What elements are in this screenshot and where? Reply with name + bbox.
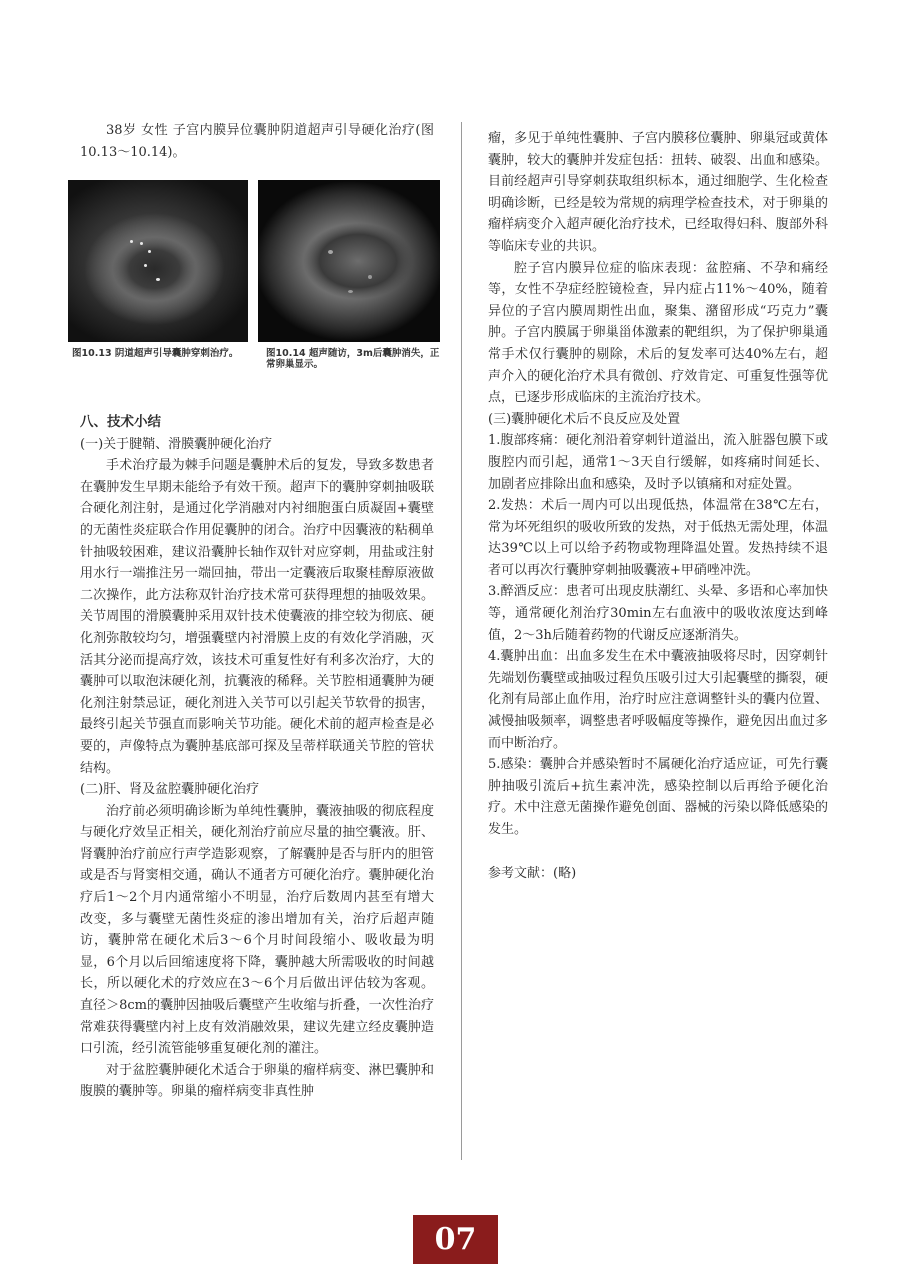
subsection-title-2: (二)肝、肾及盆腔囊肿硬化治疗 xyxy=(80,782,260,798)
paragraph: 对于盆腔囊肿硬化术适合于卵巢的瘤样病变、淋巴囊肿和腹膜的囊肿等。卵巢的瘤样病变非真性肿 xyxy=(80,1062,434,1100)
left-column-body xyxy=(80,412,434,1103)
list-item: 4.囊肿出血：出血多发生在术中囊液抽吸将尽时，因穿刺针先端划伤囊壁或抽吸过程负压吸引过大引起囊壁的撕裂，硬化剂有局部止血作用，治疗时应注意调整针头的囊内位置、减慢抽吸频率，调整患者呼吸幅度等操作，避免因出血过多而中断治疗。 xyxy=(488,649,828,751)
intro-paragraph: 38岁 女性 子宫内膜异位囊肿阴道超声引导硬化治疗(图10.13～10.14)。 xyxy=(80,123,434,160)
subsection-title-1: (一)关于腱鞘、滑膜囊肿硬化治疗 xyxy=(80,436,273,452)
paragraph: 瘤，多见于单纯性囊肿、子宫内膜移位囊肿、卵巢冠或黄体囊肿，较大的囊肿并发症包括：扭转、破裂、出血和感染。目前经超声引导穿刺获取组织标本，通过细胞学、生化检查明确诊断，已经是较为常规的病理学检查技术，对于卵巢的瘤样病变介入超声硬化治疗技术，已经取得妇科、腹部外科等临床专业的共识。 xyxy=(488,131,828,254)
ultrasound-image-2 xyxy=(258,180,440,342)
subsection-title-3: (三)囊肿硬化术后不良反应及处置 xyxy=(488,411,681,427)
figure-row xyxy=(68,180,440,380)
paragraph: 手术治疗最为棘手问题是囊肿术后的复发，导致多数患者在囊肿发生早期未能给予有效干预。超声下的囊肿穿刺抽吸联合硬化剂注射，是通过化学消融对内衬细胞蛋白质凝固+囊壁的无菌性炎症联合作用促囊肿的闭合。治疗中因囊液的粘稠单针抽吸较困难，建议沿囊肿长轴作双针对应穿刺，用盐或注射用水行一端推注另一端回抽，带出一定囊液后取聚桂醇原液做二次操作，此方法称双针治疗技术常可获得理想的抽吸效果。关节周围的滑膜囊肿采用双针技术使囊液的排空较为彻底、硬化剂弥散较均匀，增强囊壁内衬滑膜上皮的有效化学消融，灭活其分泌而提高疗效，该技术可重复性好有利多次治疗，大的囊肿可以取泡沫硬化剂，抗囊液的稀释。关节腔相通囊肿为硬化剂注射禁忌证，硬化剂进入关节可以引起关节软骨的损害，最终引起关节强直而影响关节功能。硬化术前的超声检查是必要的，声像特点为囊肿基底部可探及呈蒂样联通关节腔的管状结构。 xyxy=(80,458,434,776)
list-item: 3.醉酒反应：患者可出现皮肤潮红、头晕、多语和心率加快等，通常硬化剂治疗30min左右血液中的吸收浓度达到峰值，2～3h后随着药物的代谢反应逐渐消失。 xyxy=(488,584,828,643)
figure-caption-1: 图10.13 阴道超声引导囊肿穿刺治疗。 xyxy=(72,348,239,359)
references: 参考文献：(略) xyxy=(488,865,577,881)
right-column xyxy=(488,128,828,884)
paragraph: 腔子宫内膜异位症的临床表现：盆腔痛、不孕和痛经等，女性不孕症经腔镜检查，异内症占11%～40%，随着异位的子宫内膜周期性出血，聚集、潴留形成“巧克力”囊肿。子宫内膜属于卵巢甾体激素的靶组织，为了保护卵巢通常手术仅行囊肿的剔除，术后的复发率可达40%左右，超声介入的硬化治疗术具有微创、疗效肯定、可重复性强等优点，已逐步形成临床的主流治疗技术。 xyxy=(488,260,828,406)
list-item: 5.感染：囊肿合并感染暂时不属硬化治疗适应证，可先行囊肿抽吸引流后+抗生素冲洗，感染控制以后再给予硬化治疗。术中注意无菌操作避免创面、器械的污染以降低感染的发生。 xyxy=(488,757,828,837)
list-item: 1.腹部疼痛：硬化剂沿着穿刺针道溢出，流入脏器包膜下或腹腔内而引起，通常1～3天自行缓解，如疼痛时间延长、加剧者应排除出血和感染，及时予以镇痛和对症处置。 xyxy=(488,433,828,492)
column-divider xyxy=(461,122,462,1160)
paragraph: 治疗前必须明确诊断为单纯性囊肿，囊液抽吸的彻底程度与硬化疗效呈正相关，硬化剂治疗前应尽量的抽空囊液。肝、肾囊肿治疗前应行声学造影观察，了解囊肿是否与肝内的胆管或是否与肾窦相交通，确认不通者方可硬化治疗。囊肿硬化治疗后1～2个月内通常缩小不明显，治疗后数周内甚至有增大改变，多与囊壁无菌性炎症的渗出增加有关，治疗后超声随访，囊肿常在硬化术后3～6个月时间段缩小、吸收最为明显，6个月以后回缩速度将下降，囊肿越大所需吸收的时间越长，所以硬化术的疗效应在3～6个月后做出评估较为客观。直径＞8cm的囊肿因抽吸后囊壁产生收缩与折叠，一次性治疗常难获得囊壁内衬上皮有效消融效果，建议先建立经皮囊肿造口引流，经引流管能够重复硬化剂的灌注。 xyxy=(80,803,434,1057)
figure-caption-2: 图10.14 超声随访，3m后囊肿消失，正常卵巢显示。 xyxy=(266,348,440,370)
section-heading: 八、技术小结 xyxy=(80,414,161,430)
list-item: 2.发热：术后一周内可以出现低热，体温常在38℃左右，常为坏死组织的吸收所致的发热，对于低热无需处理，体温达39℃以上可以给予药物或物理降温处置。发热持续不退者可以再次行囊肿穿刺抽吸囊液+甲硝唑冲洗。 xyxy=(488,498,828,578)
page-number: 07 xyxy=(413,1215,498,1264)
left-column xyxy=(80,120,434,163)
ultrasound-image-1 xyxy=(68,180,248,342)
